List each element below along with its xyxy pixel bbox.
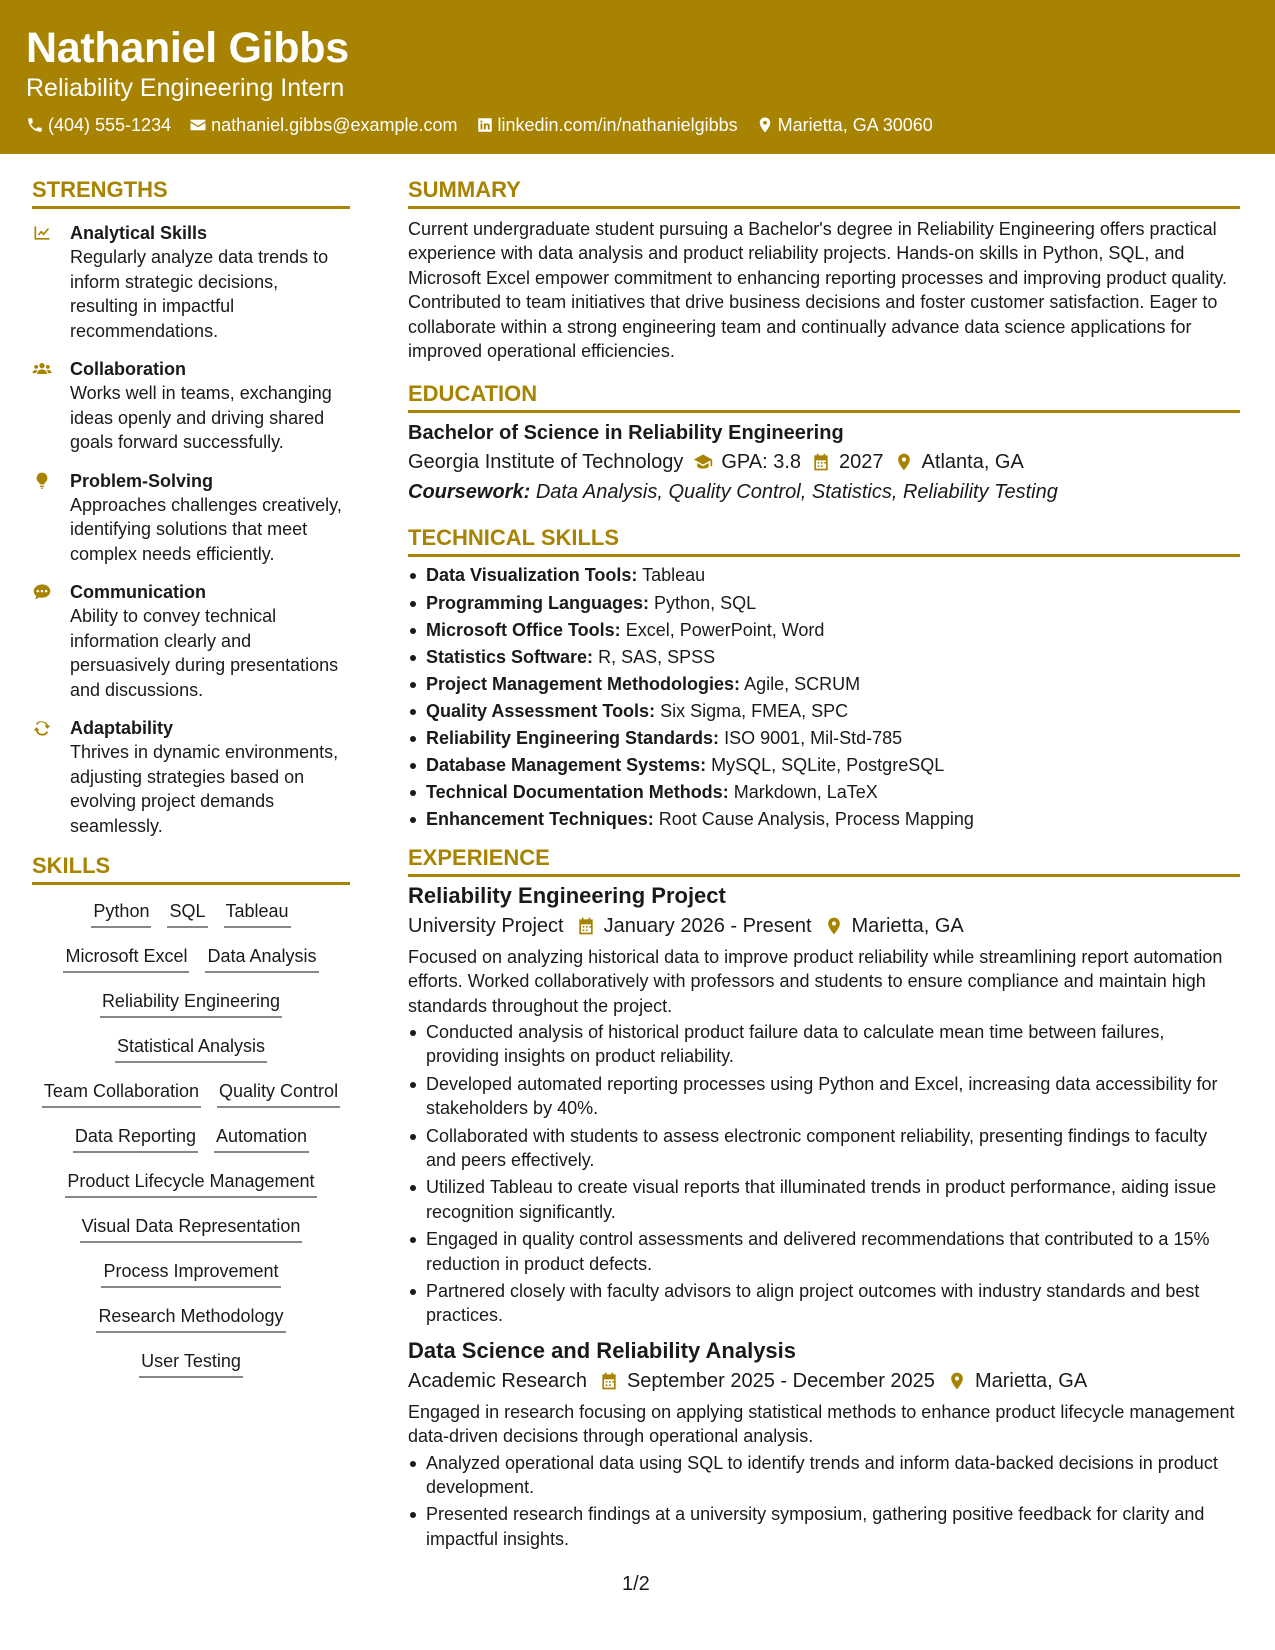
tech-skill-value: R, SAS, SPSS <box>598 646 716 667</box>
skill-tag: Product Lifecycle Management <box>65 1169 316 1198</box>
candidate-name: Nathaniel Gibbs <box>26 24 349 72</box>
tech-skill-value: Six Sigma, FMEA, SPC <box>660 700 849 721</box>
experience-dates: January 2026 - Present <box>603 914 812 937</box>
left-column <box>32 176 350 1394</box>
skill-row <box>32 1169 350 1214</box>
education-title: EDUCATION <box>408 380 1240 413</box>
education-gpa: GPA: 3.8 <box>721 451 802 474</box>
experience-desc: Engaged in research focusing on applying statistical methods to enhance product lifecycle management data-driven decisions through operational analysis. <box>408 1401 1235 1447</box>
skill-row <box>32 1214 350 1259</box>
coursework-label: Coursework: <box>408 481 531 504</box>
coursework-list: Data Analysis, Quality Control, Statistics, Reliability Testing <box>535 481 1058 504</box>
skill-tag: Quality Control <box>217 1079 340 1108</box>
experience-location: Marietta, GA <box>851 914 964 937</box>
calendar-icon <box>576 916 596 936</box>
tech-skill-label: Quality Assessment Tools: <box>426 700 656 721</box>
skill-tag: Research Methodology <box>96 1304 285 1333</box>
education-location: Atlanta, GA <box>921 451 1024 474</box>
experience-item <box>408 1336 1240 1551</box>
strength-desc: Works well in teams, exchanging ideas openly and driving shared goals forward successfully. <box>70 383 332 452</box>
tech-skill-label: Technical Documentation Methods: <box>426 782 729 803</box>
skill-tag: Team Collaboration <box>42 1079 201 1108</box>
skill-row <box>32 1304 350 1349</box>
education-school: Georgia Institute of Technology <box>408 451 684 474</box>
tech-skill-value: ISO 9001, Mil-Std-785 <box>724 728 903 748</box>
experience-dates: September 2025 - December 2025 <box>626 1369 935 1392</box>
experience-org: University Project <box>408 914 564 937</box>
tech-skill-label: Project Management Methodologies: <box>426 673 741 694</box>
skill-tag: Automation <box>214 1124 309 1153</box>
strength-title: Analytical Skills <box>70 223 208 243</box>
experience-bullet: Conducted analysis of historical product failure data to calculate mean time between failures, providing insights on product reliability. <box>408 1020 1240 1069</box>
experience-bullet: Analyzed operational data using SQL to identify trends and inform data-backed decisions in product development. <box>408 1451 1240 1500</box>
strength-item <box>32 221 350 343</box>
contact-phone <box>26 114 171 136</box>
skills-title: SKILLS <box>32 852 350 885</box>
experience-location: Marietta, GA <box>974 1369 1088 1392</box>
strength-desc: Regularly analyze data trends to inform strategic decisions, resulting in impactful recommendations. <box>70 247 329 341</box>
tech-skill-label: Data Visualization Tools: <box>426 565 638 586</box>
strength-desc: Thrives in dynamic environments, adjusting strategies based on evolving project demands seamlessly. <box>70 742 339 836</box>
tech-skill-item <box>408 780 1240 804</box>
skill-tag: Reliability Engineering <box>100 989 282 1018</box>
calendar-icon <box>811 452 831 472</box>
experience-bullets <box>408 1020 1240 1328</box>
experience-bullet: Utilized Tableau to create visual reports that illuminated trends in product performance, aiding issue recognition significantly. <box>408 1175 1240 1224</box>
comment-icon <box>32 582 52 602</box>
phone-text: (404) 555-1234 <box>48 115 172 135</box>
experience-desc: Focused on analyzing historical data to improve product reliability while streamlining report automation efforts. Worked collaboratively with professors and students to ensure compliance and maintain high standards throughout the project. <box>408 946 1223 1016</box>
strengths-title: STRENGTHS <box>32 176 350 209</box>
location-text: Marietta, GA 30060 <box>777 115 933 135</box>
tech-skill-label: Programming Languages: <box>426 592 650 613</box>
linkedin-link[interactable]: linkedin.com/in/nathanielgibbs <box>497 115 738 135</box>
tech-skill-value: MySQL, SQLite, PostgreSQL <box>711 755 945 776</box>
strength-title: Communication <box>70 582 207 602</box>
strength-desc: Approaches challenges creatively, identifying solutions that meet complex needs efficiently. <box>70 494 342 564</box>
experience-bullet: Presented research findings at a university symposium, gathering positive feedback for clarity and impactful insights. <box>408 1502 1240 1551</box>
chart-line-icon <box>32 223 52 243</box>
tech-skill-value: Tableau <box>642 565 706 586</box>
skill-row <box>32 1349 350 1394</box>
skill-row <box>32 989 350 1034</box>
strength-title: Problem-Solving <box>70 470 214 491</box>
strength-desc: Ability to convey technical information clearly and persuasively during presentations and discussions. <box>70 606 339 700</box>
skill-tag: Data Analysis <box>205 944 318 973</box>
tech-skill-item <box>408 726 1240 750</box>
skill-row <box>32 1259 350 1304</box>
tech-skill-item <box>408 672 1240 696</box>
experience-meta <box>408 1366 1240 1396</box>
tech-skill-value: Excel, PowerPoint, Word <box>625 619 825 640</box>
resume-header <box>0 0 1275 154</box>
technical-skills-title: TECHNICAL SKILLS <box>408 524 1240 557</box>
skill-tag: Statistical Analysis <box>115 1034 267 1063</box>
summary-text: Current undergraduate student pursuing a Bachelor's degree in Reliability Engineering offers practical experience with data analysis and product reliability projects. Hands-on skills in Python, SQL, and Microsoft Excel empower commitment to enhancing reporting processes and improving product quality. Contributed to team initiatives that drive business decisions and foster customer satisfaction. Eager to collaborate within a strong engineering team and continually advance data science applications for improved operational efficiencies. <box>408 219 1228 362</box>
strength-title: Collaboration <box>70 359 186 379</box>
calendar-icon <box>599 1371 619 1391</box>
education-degree: Bachelor of Science in Reliability Engineering <box>408 422 844 445</box>
tech-skill-item <box>408 753 1240 777</box>
summary-title: SUMMARY <box>408 176 1240 209</box>
candidate-role: Reliability Engineering Intern <box>26 74 345 102</box>
education-coursework <box>408 477 1240 507</box>
education-meta <box>408 447 1240 477</box>
experience-bullet: Collaborated with students to assess electronic component reliability, presenting findings to faculty and peers effectively. <box>408 1124 1240 1173</box>
skill-tag: Python <box>91 899 151 928</box>
tech-skill-value: Root Cause Analysis, Process Mapping <box>658 809 974 830</box>
strength-item <box>32 469 350 567</box>
strength-item <box>32 580 350 702</box>
tech-skill-item <box>408 563 1240 587</box>
phone-icon <box>26 116 44 134</box>
tech-skill-value: Python, SQL <box>654 592 757 613</box>
skill-tag: Tableau <box>224 899 291 928</box>
strengths-list <box>32 221 350 838</box>
map-marker-icon <box>947 1371 967 1391</box>
strength-title: Adaptability <box>70 718 174 738</box>
graduation-cap-icon <box>693 452 713 472</box>
right-column <box>408 176 1240 1554</box>
skill-tag: Visual Data Representation <box>80 1214 303 1243</box>
envelope-icon <box>189 116 207 134</box>
skill-tag: Data Reporting <box>73 1124 198 1153</box>
skill-tag: Process Improvement <box>101 1259 280 1288</box>
tech-skill-item <box>408 618 1240 642</box>
tech-skill-value: Markdown, LaTeX <box>733 782 878 803</box>
strength-item <box>32 716 350 838</box>
contact-bar <box>26 114 1249 136</box>
skill-row <box>32 1079 350 1124</box>
contact-email[interactable] <box>189 114 457 136</box>
tech-skill-label: Microsoft Office Tools: <box>426 619 621 640</box>
page-number: 1/2 <box>622 1573 650 1595</box>
users-icon <box>32 359 52 379</box>
email-link[interactable]: nathaniel.gibbs@example.com <box>211 115 458 135</box>
experience-title-text: Data Science and Reliability Analysis <box>408 1337 797 1363</box>
tech-skill-item <box>408 591 1240 615</box>
skill-row <box>32 1124 350 1169</box>
education-year: 2027 <box>839 451 884 474</box>
experience-bullets <box>408 1451 1240 1552</box>
skill-tag: Microsoft Excel <box>63 944 189 973</box>
technical-skills-list <box>408 563 1240 831</box>
experience-bullet: Engaged in quality control assessments and delivered recommendations that contributed to a 15% reduction in product defects. <box>408 1227 1240 1276</box>
experience-bullet: Partnered closely with faculty advisors to align project outcomes with industry standards and best practices. <box>408 1279 1240 1328</box>
tech-skill-item <box>408 699 1240 723</box>
map-marker-icon <box>824 916 844 936</box>
experience-org: Academic Research <box>408 1369 587 1392</box>
tech-skill-label: Reliability Engineering Standards: <box>426 728 720 748</box>
contact-linkedin[interactable] <box>476 114 738 136</box>
tech-skill-item <box>408 645 1240 669</box>
strength-item <box>32 357 350 455</box>
skill-tag: SQL <box>167 899 207 928</box>
tech-skill-label: Statistics Software: <box>426 646 594 667</box>
tech-skill-label: Database Management Systems: <box>426 755 707 776</box>
tech-skill-value: Agile, SCRUM <box>744 673 861 694</box>
experience-title: EXPERIENCE <box>408 844 1240 877</box>
skill-tag: User Testing <box>139 1349 243 1378</box>
contact-location <box>756 114 933 136</box>
sync-icon <box>32 718 52 738</box>
experience-title-text: Reliability Engineering Project <box>408 882 726 908</box>
skill-row <box>32 1034 350 1079</box>
linkedin-icon <box>476 116 494 134</box>
experience-bullet: Developed automated reporting processes using Python and Excel, increasing data accessibility for stakeholders by 40%. <box>408 1072 1240 1121</box>
tech-skill-item <box>408 807 1240 831</box>
lightbulb-icon <box>32 471 52 491</box>
experience-meta <box>408 911 1240 941</box>
experience-item <box>408 881 1240 1328</box>
map-marker-icon <box>756 116 774 134</box>
skill-row <box>32 899 350 944</box>
map-marker-icon <box>894 452 914 472</box>
skill-row <box>32 944 350 989</box>
skills-list <box>32 899 350 1394</box>
tech-skill-label: Enhancement Techniques: <box>426 809 654 830</box>
